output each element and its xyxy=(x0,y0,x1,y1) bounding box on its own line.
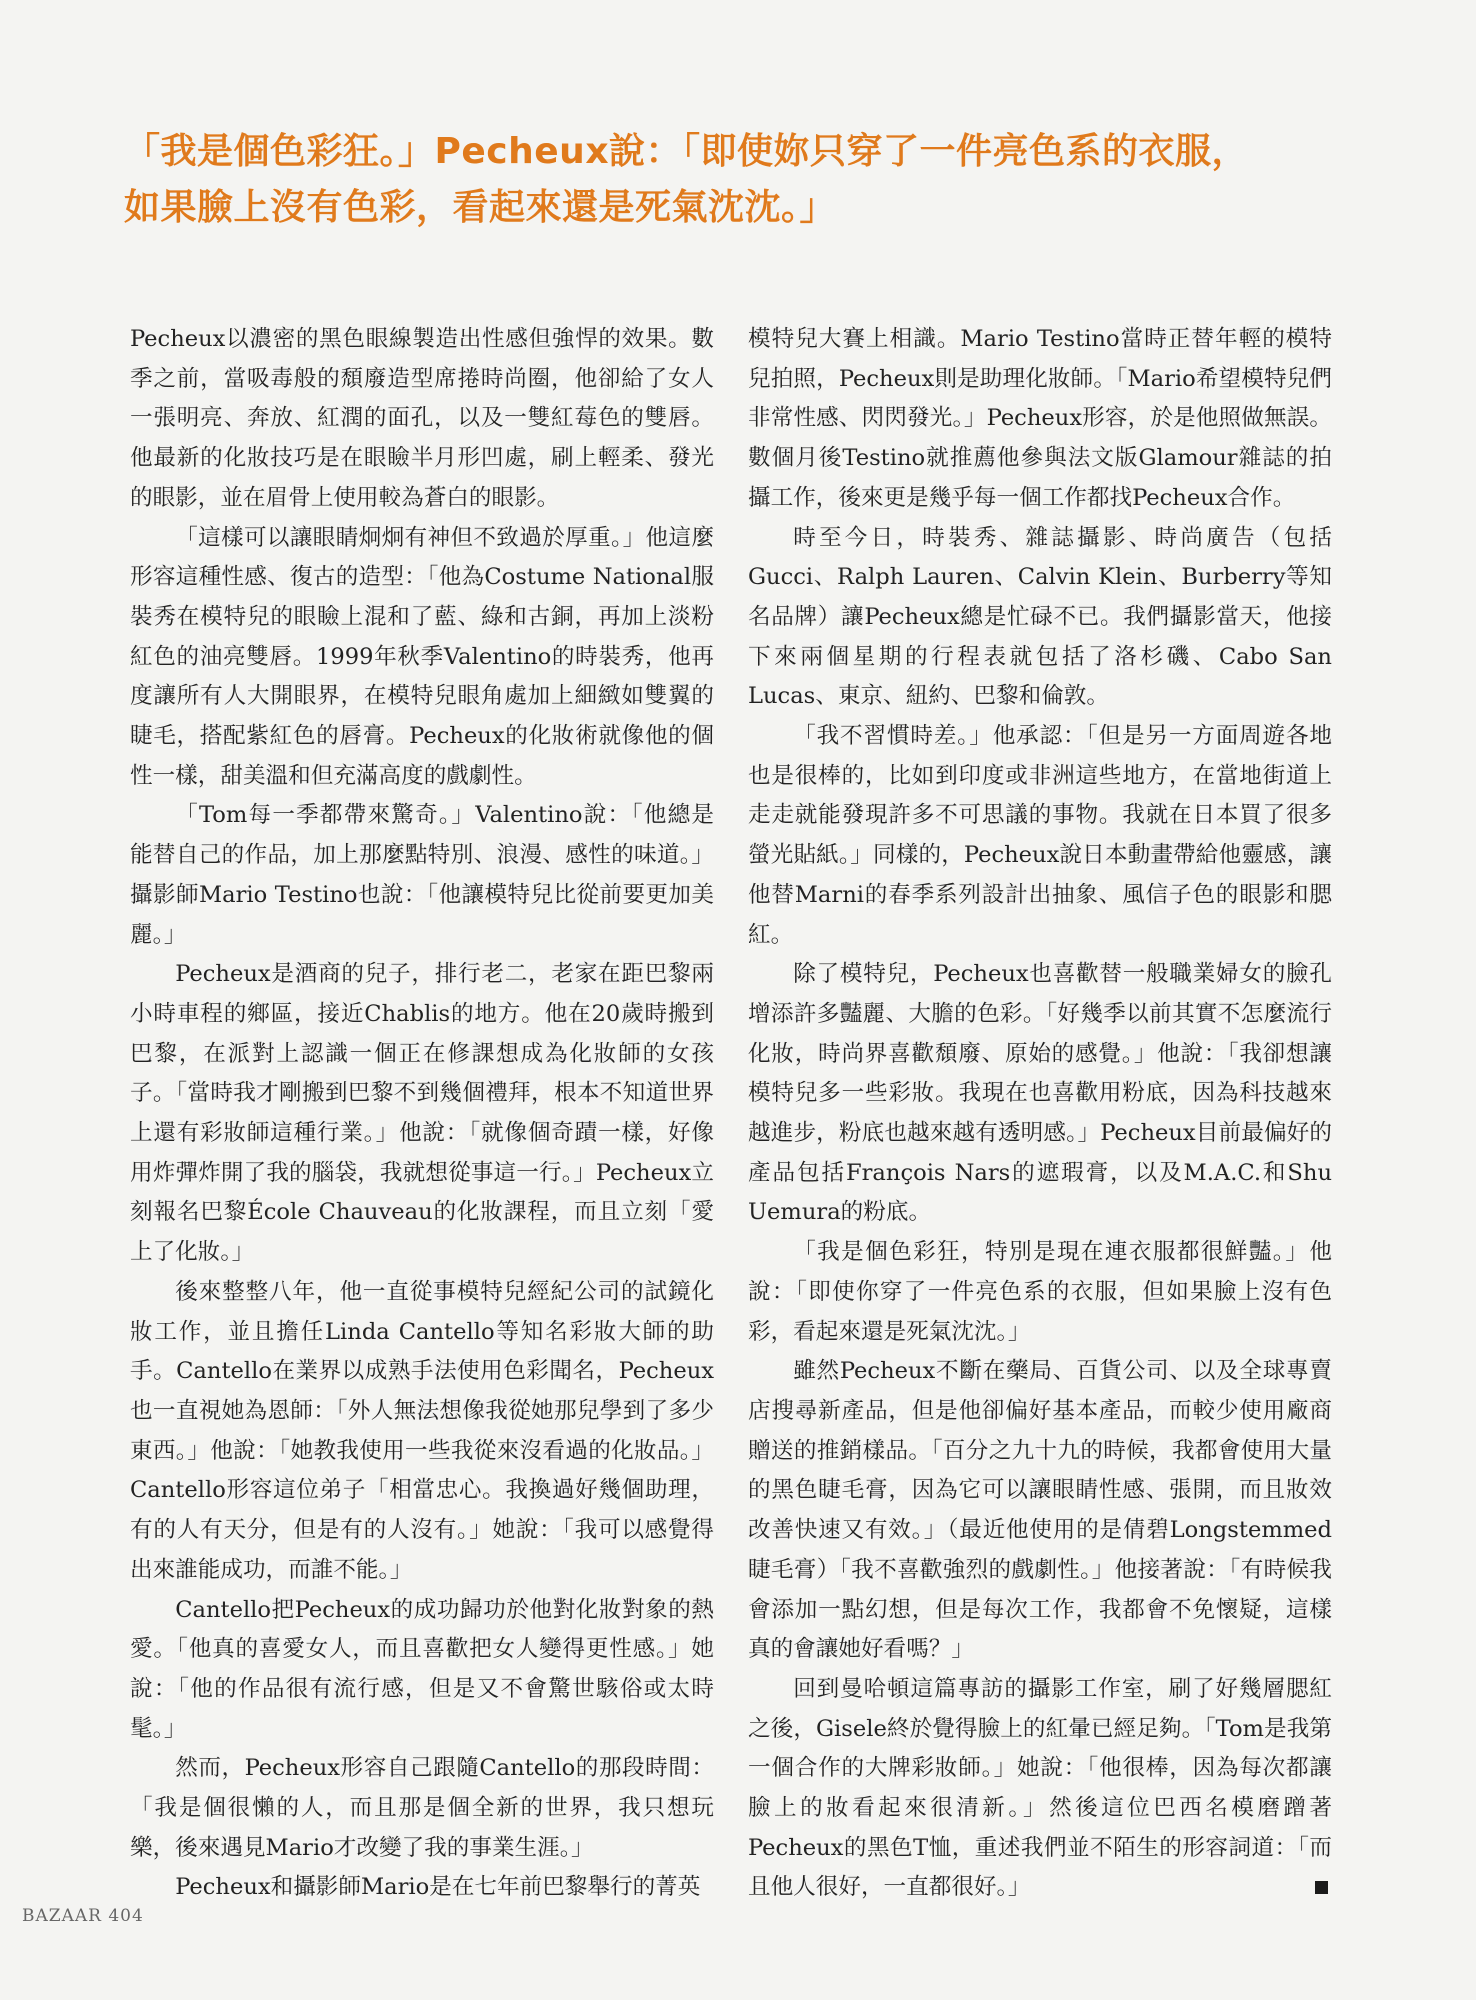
right-column xyxy=(748,320,1332,1908)
paragraph: 後來整整八年，他一直從事模特兒經紀公司的試鏡化妝工作，並且擔任Linda Cantello等知名彩妝大師的助手。Cantello在業界以成熟手法使用色彩聞名，Pecheux也一直視她為恩師：「外人無法想像我從她那兒學到了多少東西。」他說：「她教我使用一些我從來沒看過的化妝品。」Cantello形容這位弟子「相當忠心。我換過好幾個助理，有的人有天分，但是有的人沒有。」她說：「我可以感覺得出來誰能成功，而誰不能。」 xyxy=(130,1278,714,1583)
paragraph: 除了模特兒，Pecheux也喜歡替一般職業婦女的臉孔增添許多豔麗、大膽的色彩。「好幾季以前其實不怎麼流行化妝，時尚界喜歡頹廢、原始的感覺。」他說：「我卻想讓模特兒多一些彩妝。我現在也喜歡用粉底，因為科技越來越進步，粉底也越來越有透明感。」Pecheux目前最偏好的產品包括François Nars的遮瑕膏，以及M.A.C.和Shu Uemura的粉底。 xyxy=(748,961,1332,1226)
paragraph: 「這樣可以讓眼睛炯炯有神但不致過於厚重。」他這麼形容這種性感、復古的造型：「他為Costume National服裝秀在模特兒的眼瞼上混和了藍、綠和古銅，再加上淡粉紅色的油亮雙唇。1999年秋季Valentino的時裝秀，他再度讓所有人大開眼界，在模特兒眼角處加上細緻如雙翼的睫毛，搭配紫紅色的唇膏。Pecheux的化妝術就像他的個性一樣，甜美溫和但充滿高度的戲劇性。 xyxy=(130,524,714,789)
pull-quote xyxy=(124,124,1324,236)
paragraph: 時至今日，時裝秀、雜誌攝影、時尚廣告（包括Gucci、Ralph Lauren、Calvin Klein、Burberry等知名品牌）讓Pecheux總是忙碌不已。我們攝影當天，他接下來兩個星期的行程表就包括了洛杉磯、Cabo San Lucas、東京、紐約、巴黎和倫敦。 xyxy=(748,524,1332,710)
paragraph: 「我不習慣時差。」他承認：「但是另一方面周遊各地也是很棒的，比如到印度或非洲這些地方，在當地街道上走走就能發現許多不可思議的事物。我就在日本買了很多螢光貼紙。」同樣的，Pecheux說日本動畫帶給他靈感，讓他替Marni的春季系列設計出抽象、風信子色的眼影和腮紅。 xyxy=(748,723,1332,948)
left-column xyxy=(130,320,714,1908)
paragraph: Pecheux以濃密的黑色眼線製造出性感但強悍的效果。數季之前，當吸毒般的頹廢造型席捲時尚圈，他卻給了女人一張明亮、奔放、紅潤的面孔，以及一雙紅莓色的雙唇。他最新的化妝技巧是在眼瞼半月形凹處，刷上輕柔、發光的眼影，並在眉骨上使用較為蒼白的眼影。 xyxy=(130,326,714,511)
end-of-article-mark xyxy=(1315,1881,1328,1894)
paragraph: 然而，Pecheux形容自己跟隨Cantello的那段時間：「我是個很懶的人，而且那是個全新的世界，我只想玩樂，後來遇見Mario才改變了我的事業生涯。」 xyxy=(130,1755,714,1861)
paragraph: 雖然Pecheux不斷在藥局、百貨公司、以及全球專賣店搜尋新產品，但是他卻偏好基本產品，而較少使用廠商贈送的推銷樣品。「百分之九十九的時候，我都會使用大量的黑色睫毛膏，因為它可以讓眼睛性感、張開，而且妝效改善快速又有效。」（最近他使用的是倩碧Longstemmed睫毛膏）「我不喜歡強烈的戲劇性。」他接著說：「有時候我會添加一點幻想，但是每次工作，我都會不免懷疑，這樣真的會讓她好看嗎？」 xyxy=(748,1358,1332,1663)
paragraph: 「我是個色彩狂，特別是現在連衣服都很鮮豔。」他說：「即使你穿了一件亮色系的衣服，但如果臉上沒有色彩，看起來還是死氣沈沈。」 xyxy=(748,1239,1332,1345)
pull-quote-line-1: 「我是個色彩狂。」Pecheux說：「即使妳只穿了一件亮色系的衣服， xyxy=(124,131,1249,172)
paragraph: 模特兒大賽上相識。Mario Testino當時正替年輕的模特兒拍照，Pecheux則是助理化妝師。「Mario希望模特兒們非常性感、閃閃發光。」Pecheux形容，於是他照做無誤。數個月後Testino就推薦他參與法文版Glamour雜誌的拍攝工作，後來更是幾乎每一個工作都找Pecheux合作。 xyxy=(748,326,1332,511)
paragraph: Pecheux是酒商的兒子，排行老二，老家在距巴黎兩小時車程的鄉區，接近Chablis的地方。他在20歲時搬到巴黎，在派對上認識一個正在修課想成為化妝師的女孩子。「當時我才剛搬到巴黎不到幾個禮拜，根本不知道世界上還有彩妝師這種行業。」他說：「就像個奇蹟一樣，好像用炸彈炸開了我的腦袋，我就想從事這一行。」Pecheux立刻報名巴黎École Chauveau的化妝課程，而且立刻「愛上了化妝。」 xyxy=(130,961,714,1266)
pull-quote-line-2: 如果臉上沒有色彩，看起來還是死氣沈沈。」 xyxy=(124,187,837,228)
page-folio: BAZAAR 404 xyxy=(22,1906,144,1926)
paragraph: Cantello把Pecheux的成功歸功於他對化妝對象的熱愛。「他真的喜愛女人，而且喜歡把女人變得更性感。」她說：「他的作品很有流行感，但是又不會驚世駭俗或太時髦。」 xyxy=(130,1596,714,1742)
paragraph-last xyxy=(748,1670,1332,1908)
paragraph: 「Tom每一季都帶來驚奇。」Valentino說：「他總是能替自己的作品，加上那麼點特別、浪漫、感性的味道。」攝影師Mario Testino也說：「他讓模特兒比從前要更加美麗。」 xyxy=(130,802,714,948)
paragraph: Pecheux和攝影師Mario是在七年前巴黎舉行的菁英 xyxy=(175,1874,701,1901)
paragraph-last-text: 回到曼哈頓這篇專訪的攝影工作室，刷了好幾層腮紅之後，Gisele終於覺得臉上的紅暈已經足夠。「Tom是我第一個合作的大牌彩妝師。」她說：「他很棒，因為每次都讓臉上的妝看起來很清新。」然後這位巴西名模磨蹭著Pecheux的黑色T恤，重述我們並不陌生的形容詞道：「而且他人很好，一直都很好。」 xyxy=(748,1675,1332,1901)
